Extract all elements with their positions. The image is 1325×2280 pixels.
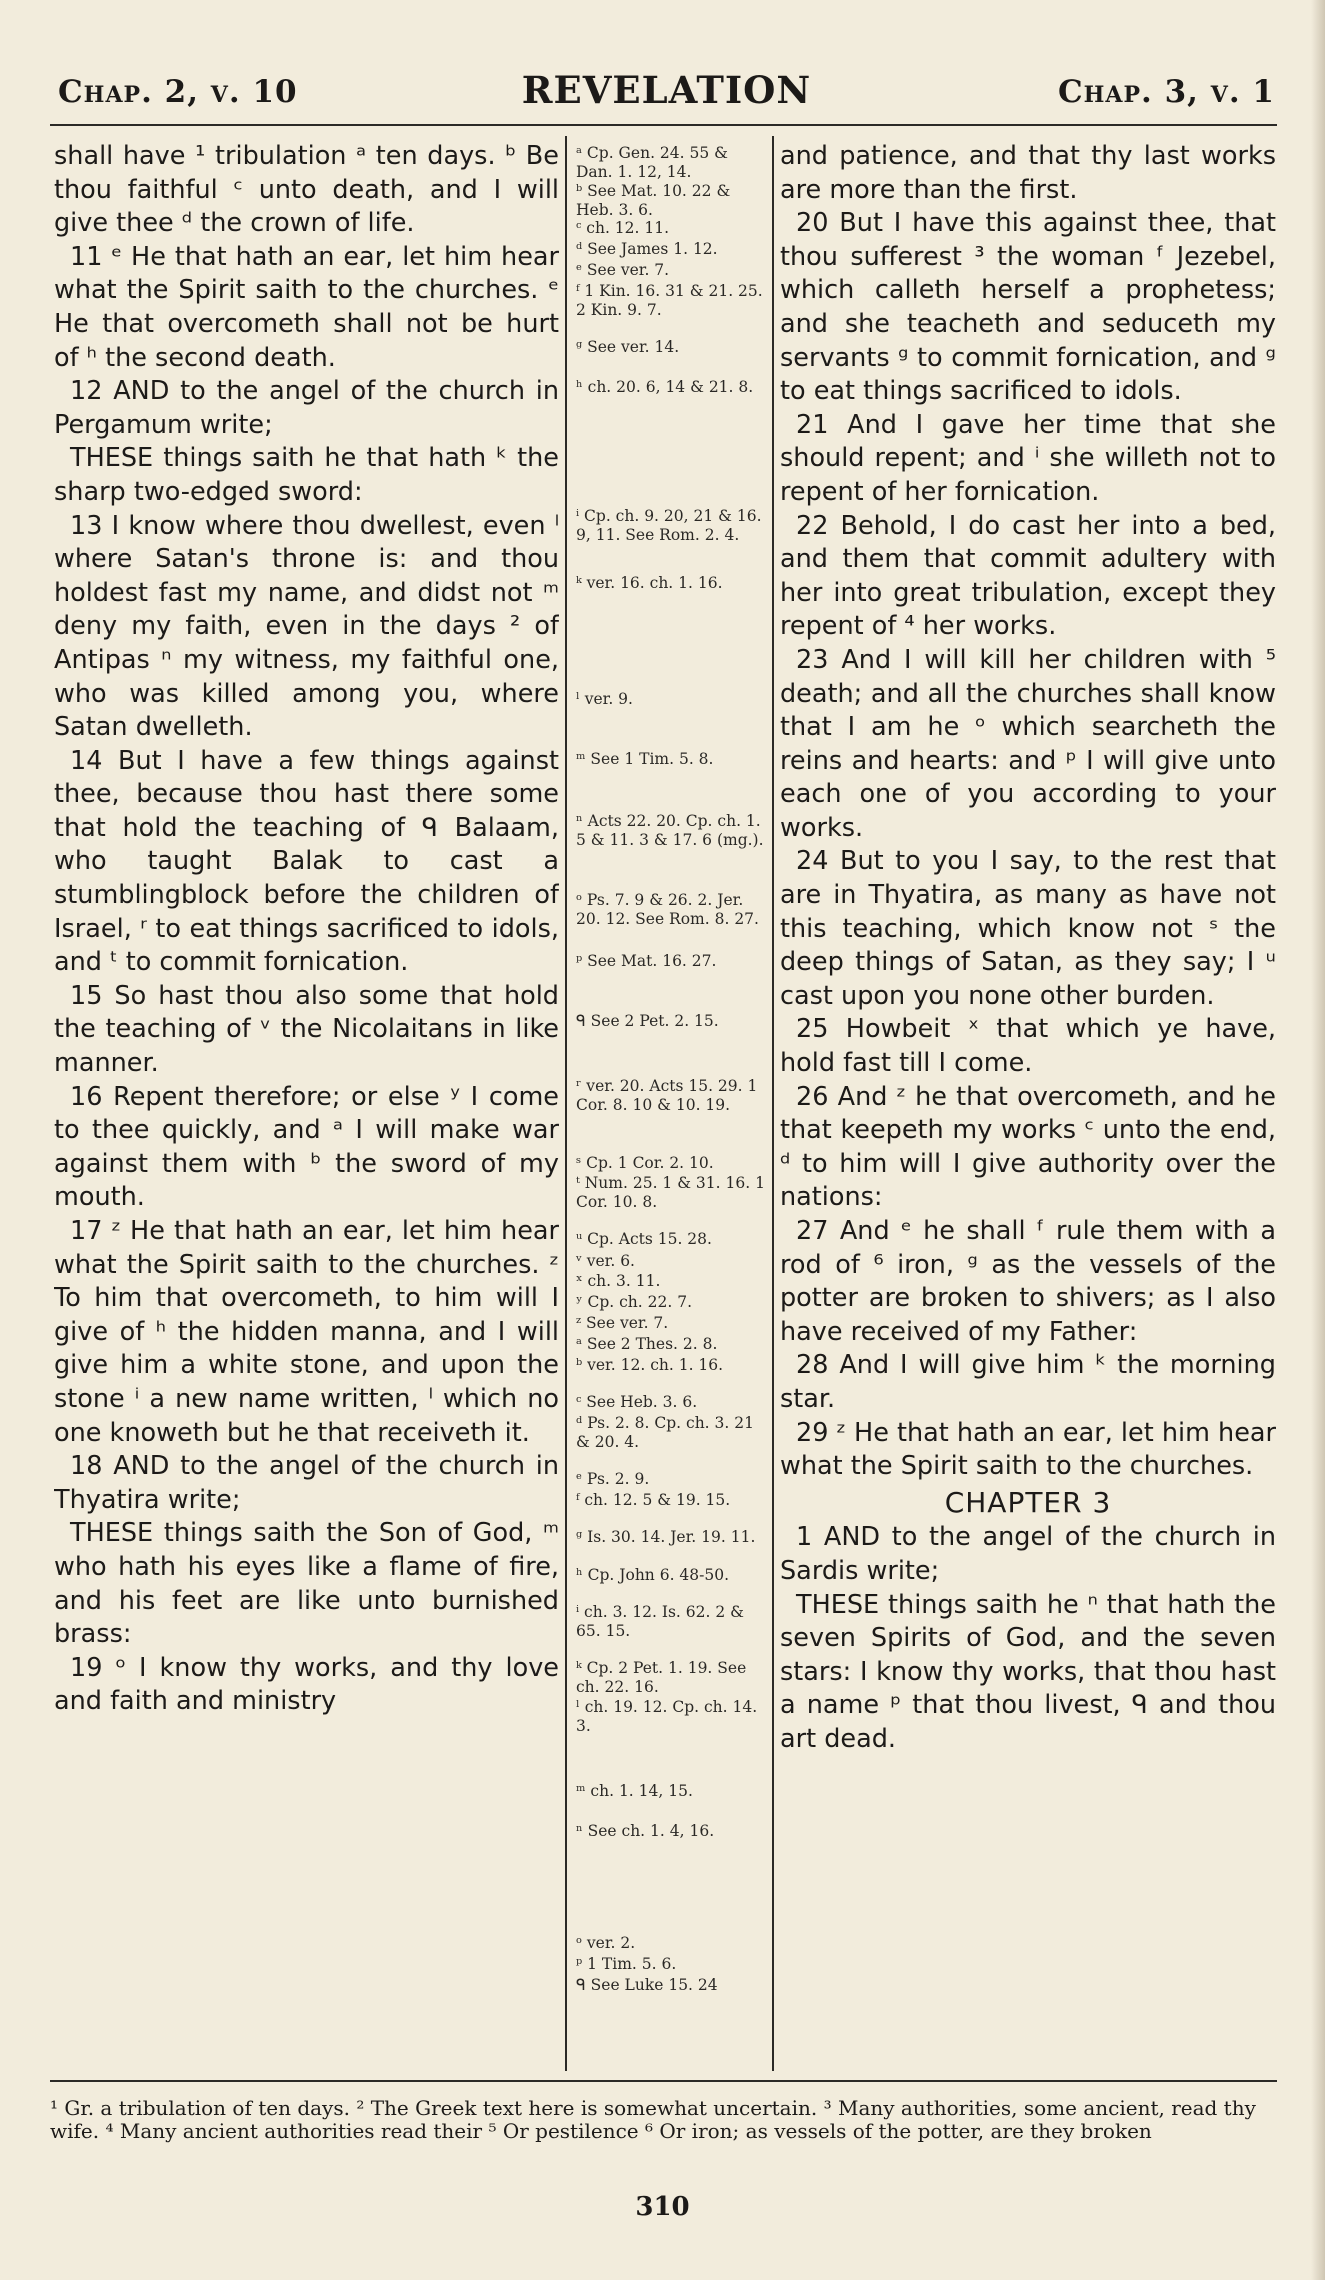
verse-paragraph: 25 Howbeit ˣ that which ye have, hold fast till I come. <box>780 1014 1276 1079</box>
cross-reference: ᵒ ver. 2. <box>576 1934 636 1952</box>
cross-reference: ᵒ Ps. 7. 9 & 26. 2. Jer. 20. 12. See Rom. 8. 27. <box>576 891 759 928</box>
footnote-rule <box>50 2080 1277 2082</box>
cross-reference: ᵐ ch. 1. 14, 15. <box>576 1782 693 1800</box>
cross-reference: ᵉ See ver. 7. <box>576 261 670 279</box>
cross-reference: ʳ ver. 20. Acts 15. 29. 1 Cor. 8. 10 & 10. 19. <box>576 1077 758 1114</box>
verse-paragraph: 11 ᵉ He that hath an ear, let him hear what the Spirit saith to the churches. ᵉ He that overcometh shall not be hurt of ʰ the second death. <box>54 241 559 373</box>
cross-reference: ⁿ Acts 22. 20. Cp. ch. 1. 5 & 11. 3 & 17. 6 (mg.). <box>576 812 764 849</box>
verse-paragraph: 18 AND to the angel of the church in Thyatira write; <box>54 1451 559 1515</box>
cross-reference: ᵃ See 2 Thes. 2. 8. <box>576 1335 718 1353</box>
column-divider-right <box>772 136 774 2071</box>
page-number: 310 <box>635 2192 690 2222</box>
cross-reference: ʰ Cp. John 6. 48-50. <box>576 1566 730 1584</box>
cross-reference: ᵇ See Mat. 10. 22 & Heb. 3. 6. <box>576 182 731 219</box>
cross-reference: ᵈ See James 1. 12. <box>576 240 718 258</box>
page-edge-shadow <box>1311 0 1325 2280</box>
cross-reference: ˣ ch. 3. 11. <box>576 1272 661 1290</box>
cross-reference: ᑫ See 2 Pet. 2. 15. <box>576 1012 719 1030</box>
text-column-right <box>780 140 1276 2070</box>
text-column-left <box>54 140 559 2070</box>
cross-reference: ᵛ ver. 6. <box>576 1252 635 1270</box>
verse-paragraph: 16 Repent therefore; or else ʸ I come to thee quickly, and ᵃ I will make war against them with ᵇ the sword of my mouth. <box>54 1081 559 1213</box>
header-chapter-left: Chap. 2, v. 10 <box>58 74 298 110</box>
cross-reference: ᶠ 1 Kin. 16. 31 & 21. 25. 2 Kin. 9. 7. <box>576 282 763 319</box>
cross-reference-column <box>572 142 768 2067</box>
cross-reference: ᵘ Cp. Acts 15. 28. <box>576 1230 712 1248</box>
header-rule <box>50 124 1277 126</box>
verse-paragraph: and patience, and that thy last works are more than the first. <box>780 141 1276 205</box>
cross-reference: ⁿ See ch. 1. 4, 16. <box>576 1822 715 1840</box>
cross-reference: ᵖ 1 Tim. 5. 6. <box>576 1955 677 1973</box>
verse-paragraph: THESE things saith he ⁿ that hath the seven Spirits of God, and the seven stars: I know thy works, that thou hast a name ᵖ that thou livest, ᑫ and thou art dead. <box>780 1589 1276 1754</box>
cross-reference: ᵏ ver. 16. ch. 1. 16. <box>576 574 723 592</box>
cross-reference: ˡ ver. 9. <box>576 690 633 708</box>
verse-paragraph: THESE things saith the Son of God, ᵐ who hath his eyes like a flame of fire, and his feet are like unto burnished brass: <box>54 1518 559 1650</box>
verse-paragraph: 24 But to you I say, to the rest that are in Thyatira, as many as have not this teaching, which know not ˢ the deep things of Satan, as they say; I ᵘ cast upon you none other burden. <box>780 846 1276 1011</box>
cross-reference: ᶜ ch. 12. 11. <box>576 219 670 237</box>
cross-reference: ᵈ Ps. 2. 8. Cp. ch. 3. 21 & 20. 4. <box>576 1414 754 1451</box>
cross-reference: ʸ Cp. ch. 22. 7. <box>576 1293 693 1311</box>
cross-reference: ˢ Cp. 1 Cor. 2. 10. <box>576 1154 714 1172</box>
chapter-heading: CHAPTER 3 <box>944 1485 1112 1519</box>
column-divider-left <box>565 136 567 2071</box>
cross-reference: ᶠ ch. 12. 5 & 19. 15. <box>576 1491 731 1509</box>
verse-paragraph: shall have ¹ tribulation ᵃ ten days. ᵇ Be thou faithful ᶜ unto death, and I will give thee ᵈ the crown of life. <box>54 141 559 239</box>
verse-paragraph: 29 ᶻ He that hath an ear, let him hear what the Spirit saith to the churches. <box>780 1417 1276 1482</box>
cross-reference: ᶜ See Heb. 3. 6. <box>576 1393 698 1411</box>
footnote-text: ¹ Gr. a tribulation of ten days. ² The Greek text here is somewhat uncertain. ³ Many authorities, some ancient, read thy wife. ⁴ Many ancient authorities read their ⁵ Or pestilence ⁶ Or iron; as vessels of the potter, are they broken <box>50 2096 1256 2143</box>
verse-paragraph: 19 ᵒ I know thy works, and thy love and faith and ministry <box>54 1652 559 1717</box>
cross-reference: ᵐ See 1 Tim. 5. 8. <box>576 750 714 768</box>
verse-paragraph: 21 And I gave her time that she should repent; and ⁱ she willeth not to repent of her fornication. <box>780 409 1276 507</box>
cross-reference: ᵍ See ver. 14. <box>576 338 680 356</box>
verse-paragraph: 17 ᶻ He that hath an ear, let him hear what the Spirit saith to the churches. ᶻ To him that overcometh, to him will I give of ʰ the hidden manna, and I will give him a white stone, and upon the stone ⁱ a new name written, ˡ which no one knoweth but he that receiveth it. <box>54 1216 559 1448</box>
header-chapter-right: Chap. 3, v. 1 <box>1057 74 1275 110</box>
verse-paragraph: 27 And ᵉ he shall ᶠ rule them with a rod of ⁶ iron, ᵍ as the vessels of the potter are broken to shivers; as I also have received of my Father: <box>780 1216 1276 1347</box>
cross-reference: ˡ ch. 19. 12. Cp. ch. 14. 3. <box>576 1698 758 1735</box>
cross-reference: ⁱ Cp. ch. 9. 20, 21 & 16. 9, 11. See Rom. 2. 4. <box>576 507 762 544</box>
verse-paragraph: 13 I know where thou dwellest, even ˡ where Satan's throne is: and thou holdest fast my name, and didst not ᵐ deny my faith, even in the days ² of Antipas ⁿ my witness, my faithful one, who was killed among you, where Satan dwelleth. <box>54 510 559 743</box>
cross-reference: ᵖ See Mat. 16. 27. <box>576 952 717 970</box>
verse-paragraph: 1 AND to the angel of the church in Sardis write; <box>780 1522 1276 1586</box>
cross-reference: ᵉ Ps. 2. 9. <box>576 1470 650 1488</box>
cross-reference: ᑫ See Luke 15. 24 <box>576 1976 718 1994</box>
cross-reference: ᶻ See ver. 7. <box>576 1314 669 1332</box>
verse-paragraph: 12 AND to the angel of the church in Pergamum write; <box>54 376 559 440</box>
cross-reference: ᵃ Cp. Gen. 24. 55 & Dan. 1. 12, 14. <box>576 144 728 181</box>
verse-paragraph: 22 Behold, I do cast her into a bed, and them that commit adultery with her into great tribulation, except they repent of ⁴ her works. <box>780 510 1276 642</box>
cross-reference: ᵏ Cp. 2 Pet. 1. 19. See ch. 22. 16. <box>576 1659 747 1696</box>
cross-reference: ⁱ ch. 3. 12. Is. 62. 2 & 65. 15. <box>576 1603 744 1640</box>
cross-reference: ᵍ Is. 30. 14. Jer. 19. 11. <box>576 1528 756 1546</box>
verse-paragraph: 26 And ᶻ he that overcometh, and he that keepeth my works ᶜ unto the end, ᵈ to him will I give authority over the nations: <box>780 1081 1276 1213</box>
cross-reference: ᵗ Num. 25. 1 & 31. 16. 1 Cor. 10. 8. <box>576 1174 765 1211</box>
verse-paragraph: 14 But I have a few things against thee, because thou hast there some that hold the teaching of ᑫ Balaam, who taught Balak to cast a stumblingblock before the children of Israel, ʳ to eat things sacrificed to idols, and ᵗ to commit fornication. <box>54 745 559 978</box>
verse-paragraph: THESE things saith he that hath ᵏ the sharp two-edged sword: <box>54 443 559 507</box>
verse-paragraph: 28 And I will give him ᵏ the morning star. <box>780 1350 1276 1414</box>
footnotes <box>50 2097 1270 2143</box>
verse-paragraph: 23 And I will kill her children with ⁵ death; and all the churches shall know that I am he ᵒ which searcheth the reins and hearts: and ᵖ I will give unto each one of you according to your works. <box>780 644 1276 843</box>
verse-paragraph: 15 So hast thou also some that hold the teaching of ᵛ the Nicolaitans in like manner. <box>54 980 559 1079</box>
cross-reference: ʰ ch. 20. 6, 14 & 21. 8. <box>576 378 754 396</box>
cross-reference: ᵇ ver. 12. ch. 1. 16. <box>576 1356 724 1374</box>
header-book-title: REVELATION <box>521 68 812 112</box>
running-header <box>58 64 1275 124</box>
verse-paragraph: 20 But I have this against thee, that thou sufferest ³ the woman ᶠ Jezebel, which calleth herself a prophetess; and she teacheth and seduceth my servants ᵍ to commit fornication, and ᵍ to eat things sacrificed to idols. <box>780 208 1276 407</box>
